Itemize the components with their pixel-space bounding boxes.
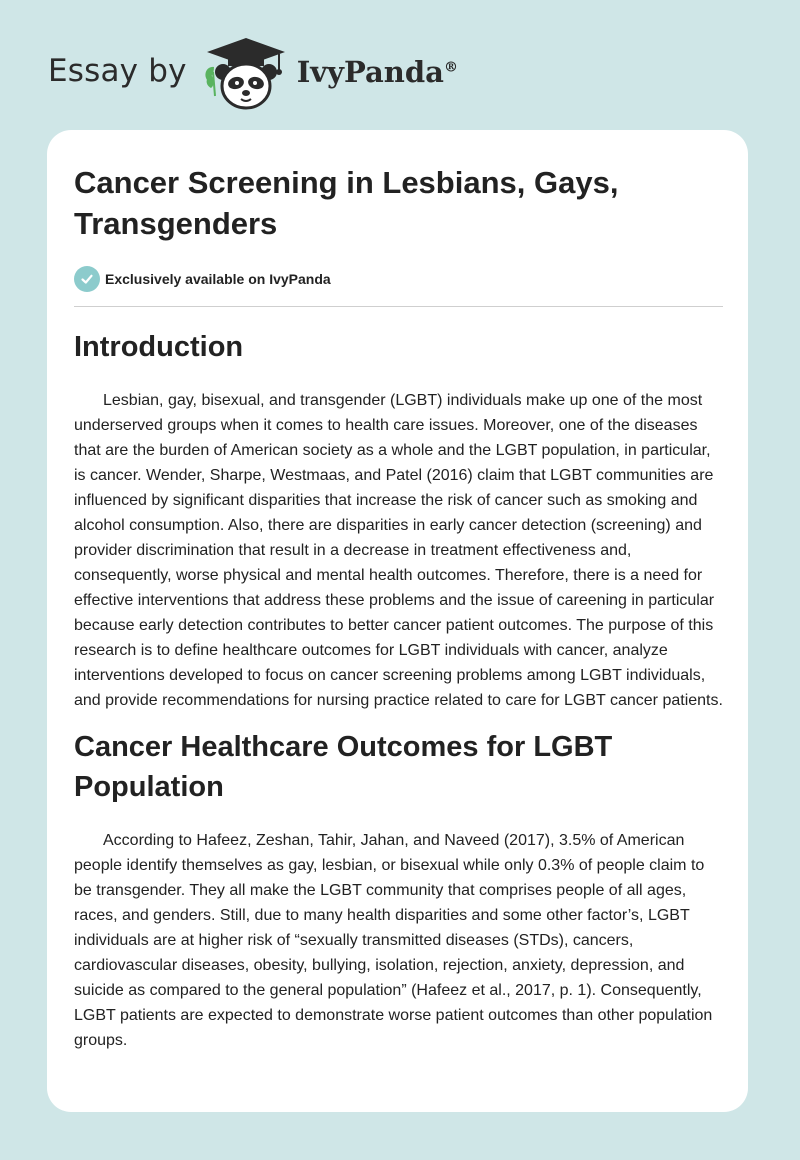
article-card — [47, 130, 748, 1112]
article-title: Cancer Screening in Lesbians, Gays, Transgenders — [74, 165, 619, 241]
brand-registered-mark: ® — [443, 59, 458, 76]
brand-name: IvyPanda® — [296, 55, 458, 89]
section-paragraph-introduction: Lesbian, gay, bisexual, and transgender (LGBT) individuals make up one of the most underserved groups when it comes to health care issues. Moreover, one of the diseases that are the burden of American society as a whole and the LGBT population, in particular, is cancer. Wender, Sharpe, Westmaas, and Patel (2016) claim that LGBT communities are influenced by significant disparities that increase the risk of cancer such as smoking and alcohol consumption. Also, there are disparities in early cancer detection (screening) and provider discrimination that result in a decrease in treatment effectiveness and, consequently, worse physical and mental health outcomes. Therefore, there is a need for effective interventions that address these problems and the issue of careening in particular because early detection contributes to better cancer patient outcomes. The purpose of this research is to define healthcare outcomes for LGBT individuals with cancer, analyze interventions developed to focus on cancer screening problems among LGBT individuals, and provide recommendations for nursing practice related to care for LGBT cancer patients. — [74, 392, 723, 709]
exclusive-badge — [74, 266, 724, 292]
panda-graduate-logo-icon — [201, 36, 291, 112]
divider — [74, 306, 723, 307]
section-heading-introduction: Introduction — [74, 331, 244, 363]
section-paragraph-outcomes: According to Hafeez, Zeshan, Tahir, Jahan, and Naveed (2017), 3.5% of American people identify themselves as gay, lesbian, or bisexual while only 0.3% of people claim to be transgender. They all make the LGBT community that comprises people of all ages, races, and genders. Still, due to many health disparities and some other factor’s, LGBT individuals are at higher risk of “sexually transmitted diseases (STDs), cancers, cardiovascular diseases, obesity, bullying, isolation, rejection, anxiety, depression, and suicide as compared to the general population” (Hafeez et al., 2017, p. 1). Consequently, LGBT patients are expected to demonstrate worse patient outcomes than other population groups. — [74, 832, 713, 1049]
section-heading-outcomes: Cancer Healthcare Outcomes for LGBT Population — [74, 731, 613, 803]
site-brand[interactable] — [48, 34, 458, 114]
brand-prefix: Essay by — [48, 53, 187, 89]
check-circle-icon — [74, 266, 100, 292]
article-content — [74, 162, 724, 1053]
badge-text: Exclusively available on IvyPanda — [105, 271, 331, 287]
